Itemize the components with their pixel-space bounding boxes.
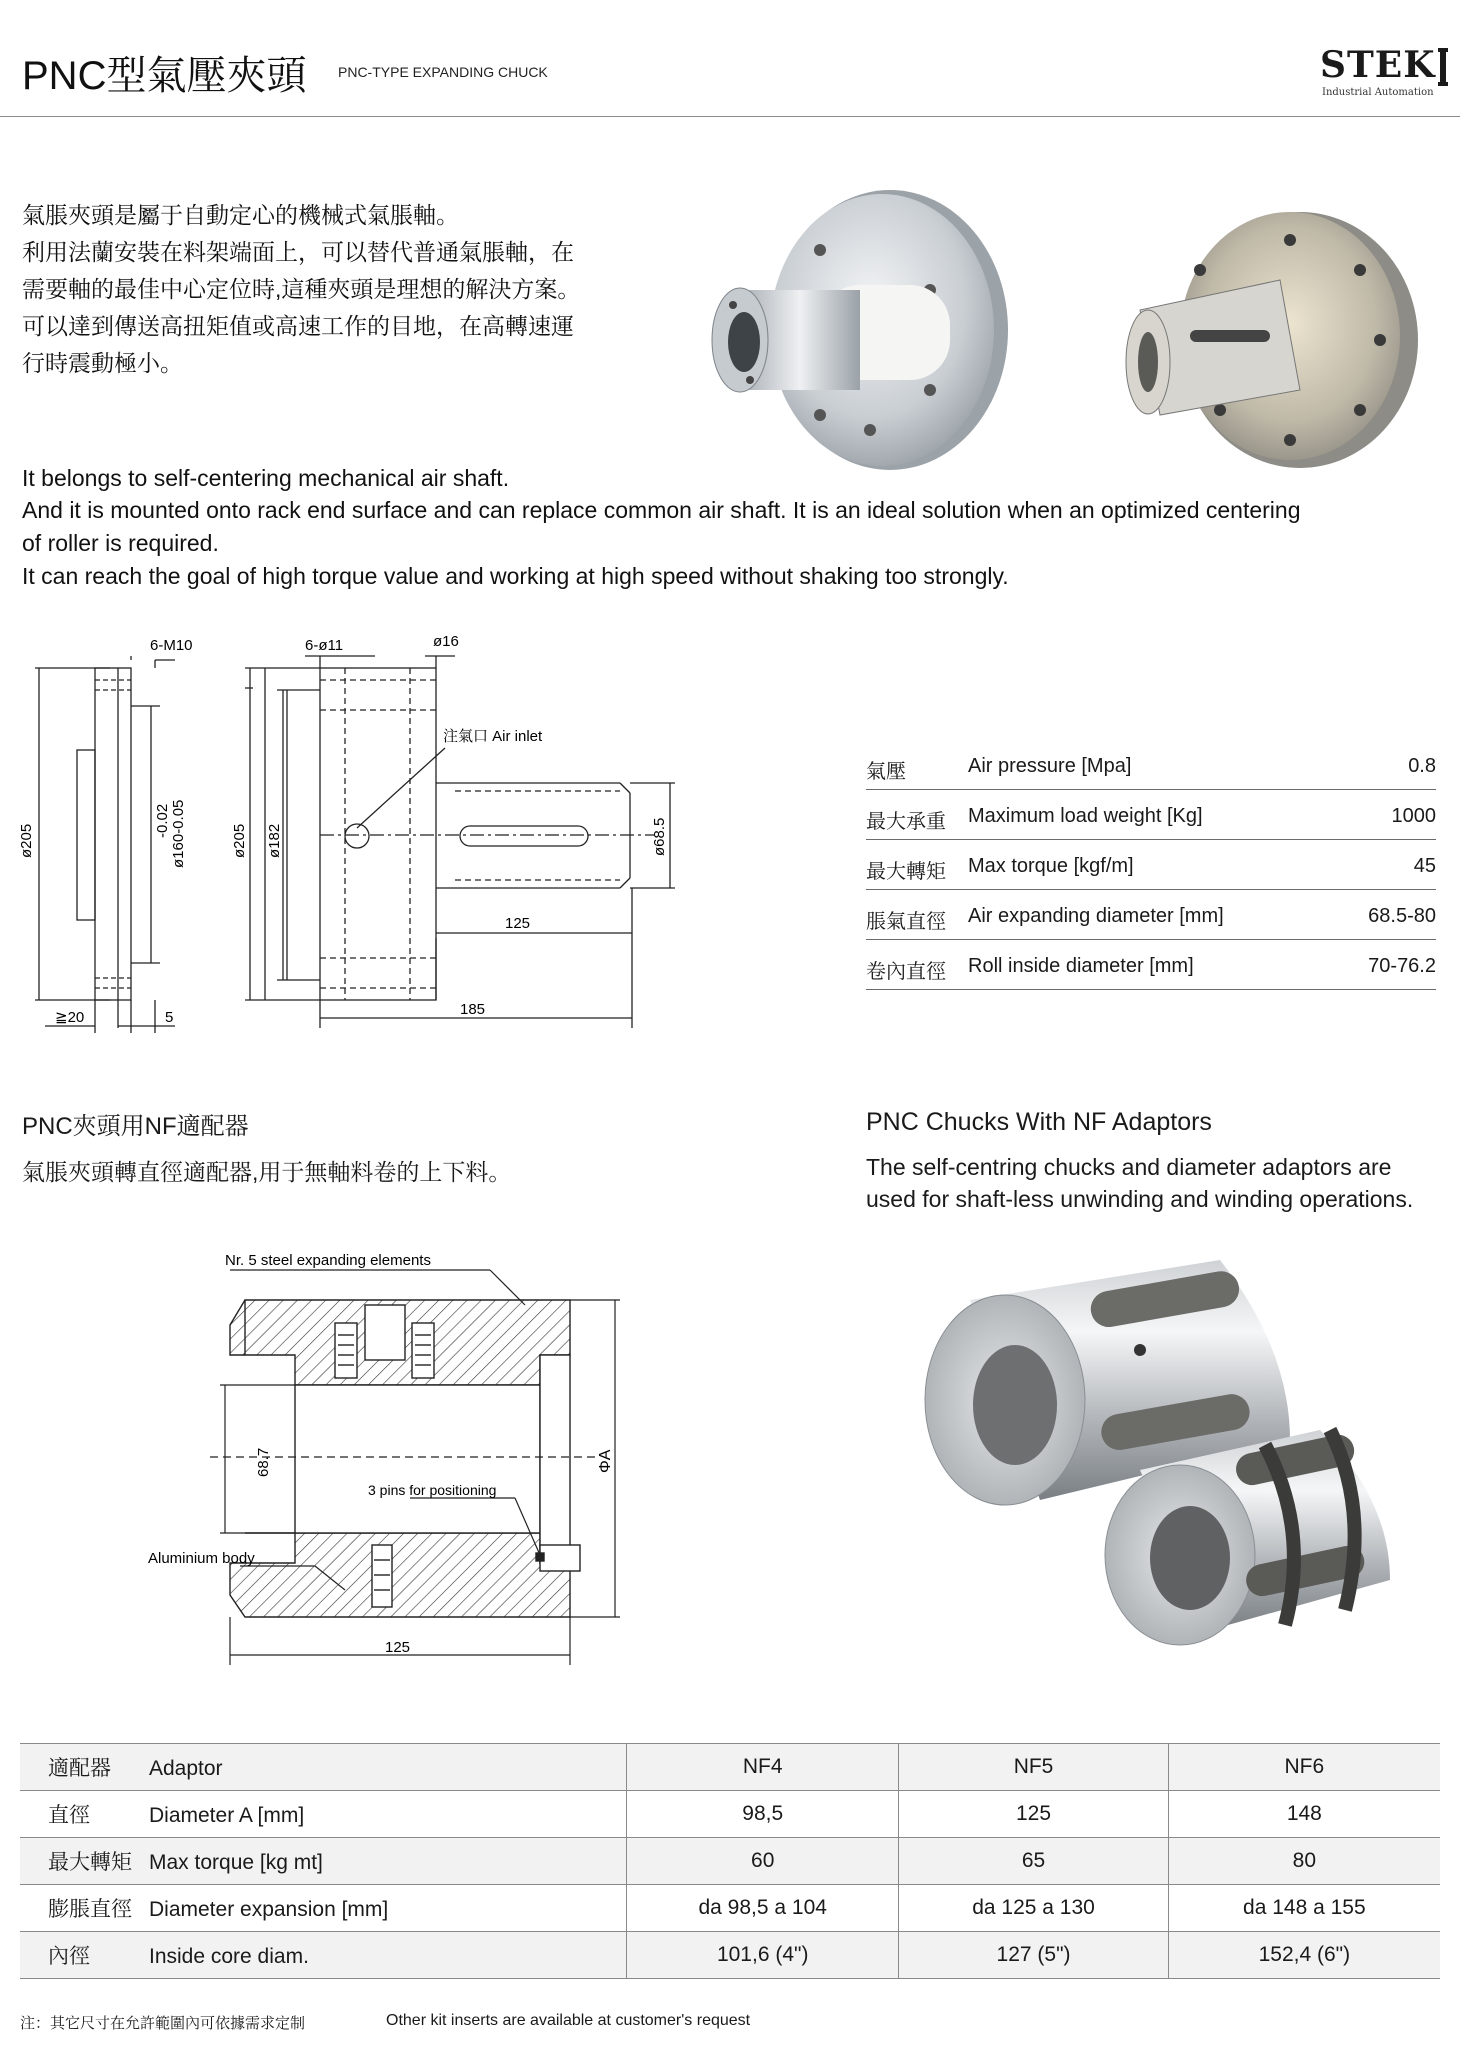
spec-label-en: Air expanding diameter [mm]	[968, 905, 1224, 927]
spec-label-en: Air pressure [Mpa]	[968, 755, 1132, 777]
footnote-zh: 注：其它尺寸在允許範圍內可依據需求定制	[20, 2015, 306, 2032]
logo-subtitle: Industrial Automation	[1322, 87, 1434, 98]
row-label-zh: 膨脹直徑	[48, 1898, 132, 1921]
spec-label-zh: 最大承重	[866, 811, 946, 833]
table-cell: 127 (5")	[899, 1932, 1168, 1979]
chuck-photo-back	[1120, 200, 1440, 480]
nf-section-desc-zh: 氣脹夾頭轉直徑適配器,用于無軸料卷的上下料。	[22, 1159, 512, 1185]
spec-value: 70-76.2	[1368, 955, 1436, 977]
spec-row	[866, 890, 1436, 940]
dim-d160: ø160-0.05	[170, 799, 187, 868]
adaptor-section-drawing	[140, 1245, 640, 1665]
table-cell: 65	[899, 1838, 1168, 1885]
logo-mark-icon	[1438, 48, 1448, 86]
dim-tolerance-upper: -0.02	[154, 803, 171, 838]
spec-label-en: Max torque [kgf/m]	[968, 855, 1134, 877]
table-cell: da 98,5 a 104	[627, 1885, 899, 1932]
spec-table	[866, 740, 1436, 990]
intro-en-line: It can reach the goal of high torque value and working at high speed without shaking too strongly.	[22, 563, 1009, 589]
aluminium-body-label: Aluminium body	[148, 1550, 255, 1567]
table-cell: 148	[1168, 1791, 1440, 1838]
dim-68-7: 68.7	[255, 1447, 272, 1477]
table-cell: NF5	[899, 1744, 1168, 1791]
table-label-cell	[20, 1932, 627, 1979]
chuck-photo-front	[700, 180, 1030, 480]
table-cell: NF6	[1168, 1744, 1440, 1791]
spec-value: 0.8	[1408, 755, 1436, 777]
spec-row	[866, 740, 1436, 790]
table-row	[20, 1791, 1440, 1838]
spec-label-en: Roll inside diameter [mm]	[968, 955, 1194, 977]
table-label-cell	[20, 1791, 627, 1838]
dim-d68-5: ø68.5	[651, 817, 668, 856]
table-cell: da 148 a 155	[1168, 1885, 1440, 1932]
table-label-cell	[20, 1838, 627, 1885]
table-label-cell	[20, 1744, 627, 1791]
spec-value: 1000	[1391, 805, 1436, 827]
row-label-zh: 適配器	[48, 1757, 111, 1780]
spec-label-en: Maximum load weight [Kg]	[968, 805, 1203, 827]
adaptor-table	[20, 1743, 1440, 1979]
row-label-en: Inside core diam.	[149, 1945, 309, 1968]
page-subtitle: PNC-TYPE EXPANDING CHUCK	[338, 64, 548, 80]
table-row	[20, 1744, 1440, 1791]
table-cell: da 125 a 130	[899, 1885, 1168, 1932]
table-cell: 80	[1168, 1838, 1440, 1885]
row-label-zh: 內徑	[48, 1945, 90, 1968]
nf-section-title-zh: PNC夾頭用NF適配器	[22, 1113, 249, 1140]
spec-value: 68.5-80	[1368, 905, 1436, 927]
nf-section-desc-en: The self-centring chucks and diameter adaptors are	[866, 1154, 1392, 1180]
table-cell: 125	[899, 1791, 1168, 1838]
spec-label-zh: 氣壓	[866, 761, 906, 783]
intro-en-line: of roller is required.	[22, 530, 219, 556]
chuck-technical-drawing	[15, 628, 715, 1048]
intro-zh-line: 需要軸的最佳中心定位時,這種夾頭是理想的解決方案。	[22, 276, 581, 302]
steki-logo	[1300, 44, 1450, 104]
dim-d16: ø16	[433, 633, 459, 650]
row-label-en: Max torque [kg mt]	[149, 1851, 323, 1874]
intro-zh-line: 利用法蘭安裝在料架端面上，可以替代普通氣脹軸，在	[22, 239, 574, 265]
intro-en-line: And it is mounted onto rack end surface and can replace common air shaft. It is an ideal solution when an optimized centering	[22, 497, 1301, 523]
header-divider	[0, 116, 1460, 117]
dim-len-125-adaptor: 125	[385, 1639, 411, 1656]
table-cell: 101,6 (4")	[627, 1932, 899, 1979]
dim-d205-right: ø205	[231, 823, 248, 858]
dim-d182: ø182	[266, 823, 283, 858]
row-label-en: Adaptor	[149, 1757, 223, 1780]
logo-text: STEK	[1320, 44, 1436, 86]
dim-phi-a: ΦA	[597, 1449, 614, 1473]
intro-zh-line: 行時震動極小。	[22, 350, 183, 376]
row-label-zh: 最大轉矩	[48, 1851, 132, 1874]
row-label-en: Diameter A [mm]	[149, 1804, 305, 1827]
spec-value: 45	[1413, 855, 1436, 877]
spec-label-zh: 最大轉矩	[866, 861, 946, 883]
intro-en-line: It belongs to self-centering mechanical air shaft.	[22, 465, 510, 491]
nf-section-desc-en: used for shaft-less unwinding and winding operations.	[866, 1186, 1414, 1212]
table-cell: 98,5	[627, 1791, 899, 1838]
intro-zh-line: 氣脹夾頭是屬于自動定心的機械式氣脹軸。	[22, 202, 459, 228]
nf-section-title-en: PNC Chucks With NF Adaptors	[866, 1108, 1212, 1136]
footnote-en: Other kit inserts are available at customer's request	[386, 2012, 751, 2029]
table-label-cell	[20, 1885, 627, 1932]
table-row	[20, 1932, 1440, 1979]
row-label-en: Diameter expansion [mm]	[149, 1898, 389, 1921]
dim-len-125: 125	[505, 915, 531, 932]
dim-6-d11: 6-ø11	[305, 637, 344, 654]
table-cell: NF4	[627, 1744, 899, 1791]
intro-zh-line: 可以達到傳送高扭矩值或高速工作的目地，在高轉速運	[22, 313, 574, 339]
table-row	[20, 1885, 1440, 1932]
steel-elements-label: Nr. 5 steel expanding elements	[225, 1252, 431, 1269]
dim-ge-20: ≧20	[55, 1009, 85, 1026]
spec-row	[866, 840, 1436, 890]
spec-label-zh: 脹氣直徑	[866, 911, 946, 933]
air-inlet-label: 注氣口 Air inlet	[443, 728, 543, 745]
dim-len-185: 185	[460, 1001, 486, 1018]
table-row	[20, 1838, 1440, 1885]
table-cell: 152,4 (6")	[1168, 1932, 1440, 1979]
table-cell: 60	[627, 1838, 899, 1885]
dim-6-m10: 6-M10	[150, 637, 193, 654]
dim-d205-left: ø205	[18, 823, 35, 858]
positioning-pins-label: 3 pins for positioning	[368, 1482, 497, 1498]
page-title: PNC型氣壓夾頭	[22, 54, 307, 98]
spec-row	[866, 940, 1436, 990]
row-label-zh: 直徑	[48, 1804, 90, 1827]
spec-row	[866, 790, 1436, 840]
dim-five: 5	[165, 1009, 174, 1026]
nf-adaptors-photo	[890, 1240, 1450, 1720]
spec-label-zh: 卷內直徑	[866, 961, 946, 983]
